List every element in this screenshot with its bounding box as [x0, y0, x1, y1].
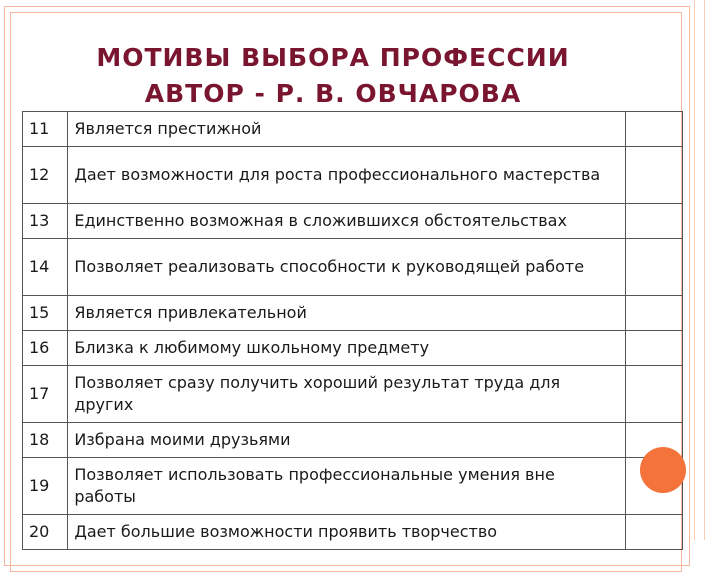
row-number: 20 [23, 515, 68, 550]
answer-cell[interactable] [625, 147, 682, 204]
table-row [23, 423, 683, 458]
row-text: Дает большие возможности проявить творчество [68, 515, 625, 550]
title-line-1: МОТИВЫ ВЫБОРА ПРОФЕССИИ [96, 43, 570, 72]
table-row [23, 112, 683, 147]
answer-cell[interactable] [625, 296, 682, 331]
row-text: Единственно возможная в сложившихся обстоятельствах [68, 204, 625, 239]
answer-cell[interactable] [625, 204, 682, 239]
row-number: 16 [23, 331, 68, 366]
row-text: Является престижной [68, 112, 625, 147]
row-number: 18 [23, 423, 68, 458]
row-text: Позволяет сразу получить хороший результат труда для других [68, 366, 625, 423]
side-rule [694, 0, 695, 540]
table-row [23, 296, 683, 331]
row-text: Дает возможности для роста профессионального мастерства [68, 147, 625, 204]
accent-circle [640, 447, 686, 493]
title-line-2: АВТОР - Р. В. ОВЧАРОВА [144, 79, 522, 108]
row-text: Является привлекательной [68, 296, 625, 331]
table-row [23, 458, 683, 515]
table-row [23, 515, 683, 550]
side-rule-secondary [704, 0, 705, 540]
row-text: Избрана моими друзьями [68, 423, 625, 458]
row-number: 12 [23, 147, 68, 204]
table-row [23, 331, 683, 366]
table-row [23, 204, 683, 239]
slide-title [0, 40, 666, 112]
motives-table [22, 111, 683, 550]
row-number: 13 [23, 204, 68, 239]
row-text: Близка к любимому школьному предмету [68, 331, 625, 366]
row-number: 15 [23, 296, 68, 331]
table-row [23, 366, 683, 423]
row-number: 14 [23, 239, 68, 296]
answer-cell[interactable] [625, 239, 682, 296]
row-number: 11 [23, 112, 68, 147]
answer-cell[interactable] [625, 366, 682, 423]
table-row [23, 147, 683, 204]
row-number: 19 [23, 458, 68, 515]
answer-cell[interactable] [625, 112, 682, 147]
answer-cell[interactable] [625, 515, 682, 550]
answer-cell[interactable] [625, 331, 682, 366]
row-number: 17 [23, 366, 68, 423]
row-text: Позволяет использовать профессиональные умения вне работы [68, 458, 625, 515]
table-row [23, 239, 683, 296]
row-text: Позволяет реализовать способности к руководящей работе [68, 239, 625, 296]
